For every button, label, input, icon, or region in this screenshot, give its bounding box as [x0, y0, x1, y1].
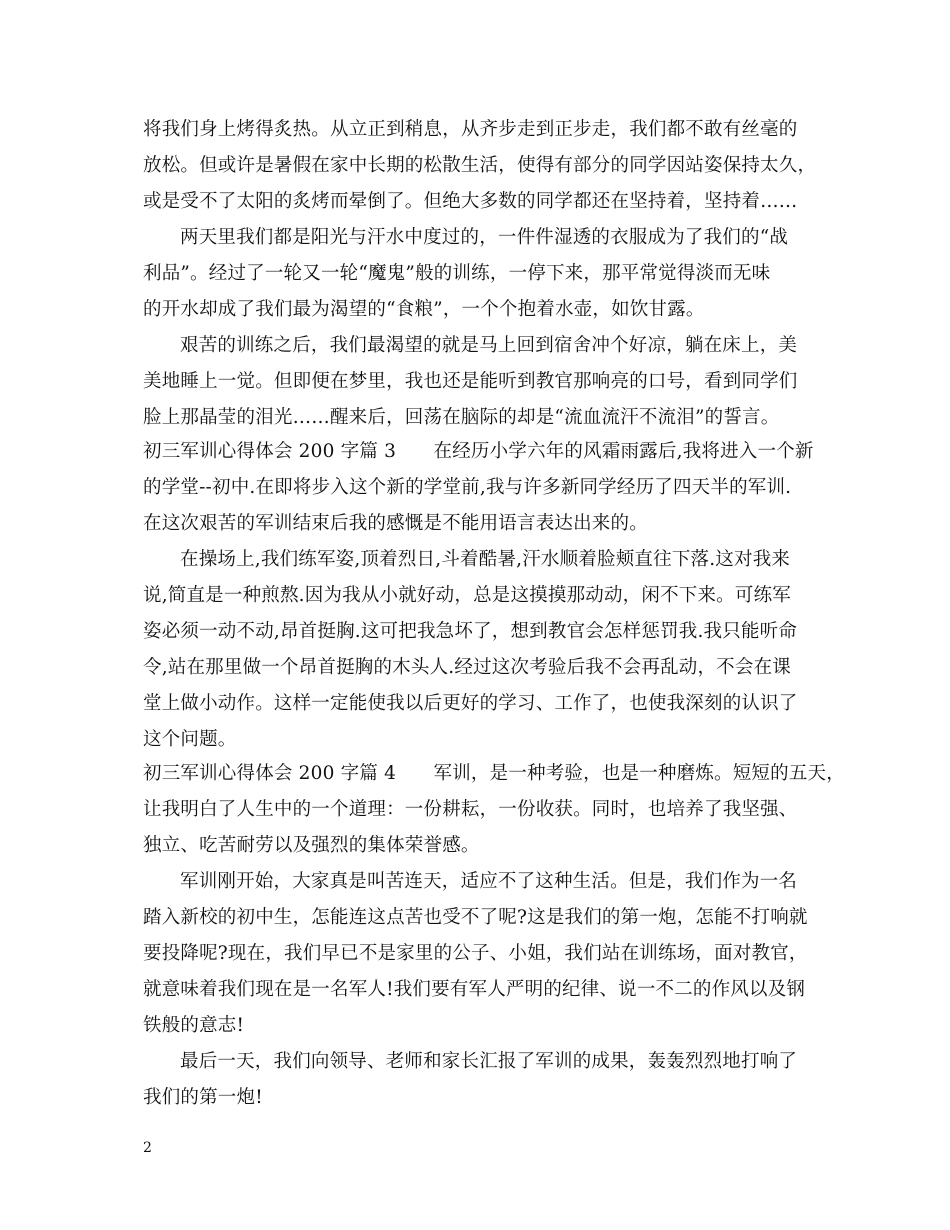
text-line: 或是受不了太阳的炙烤而晕倒了。但绝大多数的同学都还在坚持着，坚持着……: [143, 191, 798, 212]
text-line: 利品”。经过了一轮又一轮“魔鬼”般的训练，一停下来，那平常觉得淡而无味: [143, 263, 771, 284]
text-line: 就意味着我们现在是一名军人!我们要有军人严明的纪律、说一不二的作风以及钢: [143, 979, 806, 1000]
text-line: 独立、吃苦耐劳以及强烈的集体荣誉感。: [143, 835, 480, 856]
text-line: 要投降呢?现在，我们早已不是家里的公子、小姐，我们站在训练场，面对教官，: [143, 943, 808, 964]
text-line: 脸上那晶莹的泪光……醒来后，回荡在脑际的却是“流血流汗不流泪”的誓言。: [143, 407, 780, 428]
text-line: 令,站在那里做一个昂首挺胸的木头人.经过这次考验后我不会再乱动，不会在课: [143, 657, 791, 678]
text-line: 将我们身上烤得炙热。从立正到稍息，从齐步走到正步走，我们都不敢有丝毫的: [143, 119, 798, 140]
section-heading-line: 初三军训心得体会 200 字篇 4 军训，是一种考验，也是一种磨炼。短短的五天，: [143, 763, 845, 784]
text-line: 在操场上,我们练军姿,顶着烈日,斗着酷暑,汗水顺着脸颊直往下落.这对我来: [180, 549, 791, 570]
text-line: 铁般的意志!: [143, 1015, 245, 1036]
text-line: 堂上做小动作。这样一定能使我以后更好的学习、工作了，也使我深刻的认识了: [143, 693, 798, 714]
text-line: 这个问题。: [143, 729, 237, 750]
text-line: 我们的第一炮!: [143, 1087, 263, 1108]
text-line: 军训刚开始，大家真是叫苦连天，适应不了这种生活。但是，我们作为一名: [180, 871, 798, 892]
text-line: 姿必须一动不动,昂首挺胸.这可把我急坏了，想到教官会怎样惩罚我.我只能听命: [143, 621, 798, 642]
text-line: 美地睡上一觉。但即便在梦里，我也还是能听到教官那响亮的口号，看到同学们: [143, 371, 798, 392]
text-line: 的学堂--初中.在即将步入这个新的学堂前,我与许多新同学经历了四天半的军训.: [143, 477, 792, 498]
text-line: 的开水却成了我们最为渴望的“食粮”，一个个抱着水壶，如饮甘露。: [143, 299, 705, 320]
text-line: 说,简直是一种煎熬.因为我从小就好动，总是这摸摸那动动，闲不下来。可练军: [143, 585, 791, 606]
text-line: 放松。但或许是暑假在家中长期的松散生活，使得有部分的同学因站姿保持太久，: [143, 155, 817, 176]
text-line: 最后一天，我们向领导、老师和家长汇报了军训的成果，轰轰烈烈地打响了: [180, 1051, 798, 1072]
section-heading-line: 初三军训心得体会 200 字篇 3 在经历小学六年的风霜雨露后,我将进入一个新: [143, 441, 814, 462]
text-line: 两天里我们都是阳光与汗水中度过的，一件件湿透的衣服成为了我们的“战: [180, 227, 789, 248]
text-line: 让我明白了人生中的一个道理：一份耕耘，一份收获。同时，也培养了我坚强、: [143, 799, 798, 820]
text-line: 艰苦的训练之后，我们最渴望的就是马上回到宿舍冲个好凉，躺在床上，美: [180, 335, 798, 356]
page-number: 2: [143, 1140, 152, 1156]
text-line: 踏入新校的初中生，怎能连这点苦也受不了呢?这是我们的第一炮，怎能不打响就: [143, 907, 808, 928]
text-line: 在这次艰苦的军训结束后我的感慨是不能用语言表达出来的。: [143, 513, 648, 534]
